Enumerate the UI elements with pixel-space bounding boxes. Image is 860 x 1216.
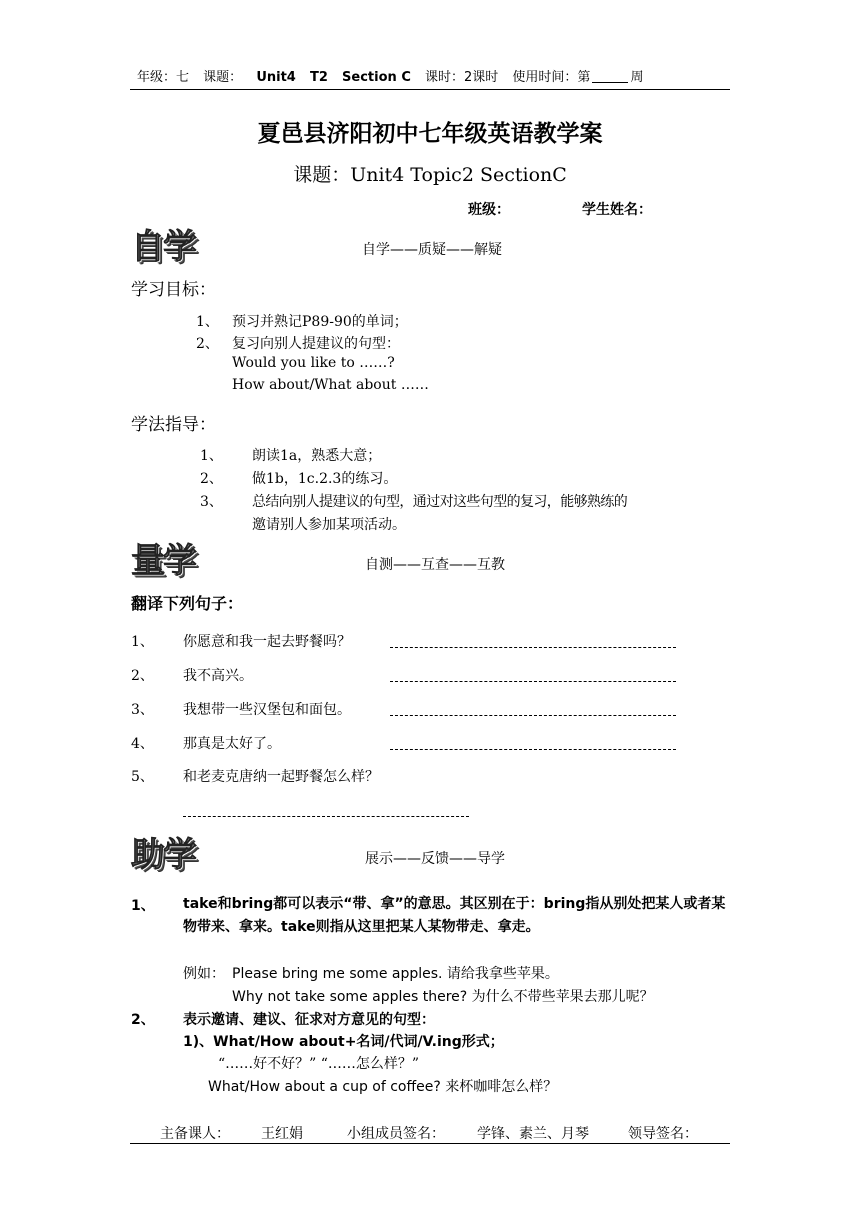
answer-line-2[interactable] (390, 681, 676, 682)
leader-label: 领导签名： (628, 1126, 698, 1142)
period: 课时：2课时 (425, 70, 499, 85)
answer-line-3[interactable] (390, 715, 676, 716)
translate-num-2: 2、 (131, 668, 154, 684)
help-band: 展示——反馈——导学 (365, 851, 505, 867)
translate-text-3: 我想带一些汉堡包和面包。 (183, 702, 351, 718)
method-num-3: 3、 (200, 494, 223, 510)
measure-stamp: 量学 (131, 541, 195, 581)
student-name-label: 学生姓名： (582, 202, 652, 218)
goal-num-2: 2、 (196, 336, 219, 352)
group-members: 学锋、素兰、月琴 (477, 1126, 589, 1142)
self-study-band: 自学——质疑——解疑 (362, 242, 502, 258)
method-num-1: 1、 (200, 448, 223, 464)
pattern-1: Would you like to ……? (232, 355, 395, 371)
week-blank (592, 70, 628, 83)
method-heading: 学法指导： (131, 415, 216, 435)
answer-line-4[interactable] (390, 749, 676, 750)
topic-label: 课题： (203, 70, 243, 85)
goal-text-1: 预习并熟记P89-90的单词； (232, 314, 408, 330)
pattern-2: How about/What about …… (232, 377, 429, 393)
method-num-2: 2、 (200, 471, 223, 487)
example-1: Please bring me some apples. 请给我拿些苹果。 (232, 966, 559, 982)
translate-text-5: 和老麦克唐纳一起野餐怎么样？ (183, 769, 379, 785)
answer-line-5[interactable] (183, 816, 469, 817)
measure-band: 自测——互查——互教 (365, 557, 505, 573)
answer-line-1[interactable] (390, 647, 676, 648)
translate-text-2: 我不高兴。 (183, 668, 253, 684)
header-rule (130, 89, 730, 90)
translate-text-4: 那真是太好了。 (183, 736, 281, 752)
translate-num-4: 4、 (131, 736, 154, 752)
translate-num-1: 1、 (131, 634, 154, 650)
translate-num-3: 3、 (131, 702, 154, 718)
time-suffix: 周 (630, 70, 644, 85)
footer-rule (130, 1143, 730, 1144)
translate-text-1: 你愿意和我一起去野餐吗？ (183, 634, 351, 650)
self-study-stamp: 自学 (131, 227, 195, 267)
page-title: 夏邑县济阳初中七年级英语教学案 (257, 121, 603, 147)
help-sub-1-example: What/How about a cup of coffee? 来杯咖啡怎么样？ (208, 1079, 558, 1095)
help-sub-1-meaning: “……好不好？” “……怎么样？” (218, 1056, 420, 1072)
method-text-1: 朗读1a，熟悉大意； (252, 448, 382, 464)
translate-num-5: 5、 (131, 769, 154, 785)
help-stamp: 助学 (131, 835, 195, 875)
method-text-2: 做1b，1c.2.3的练习。 (252, 471, 398, 487)
preparer-label: 主备课人： (160, 1126, 230, 1142)
goals-heading: 学习目标： (131, 280, 216, 300)
help-item-num-2: 2、 (131, 1012, 155, 1028)
time-label: 使用时间：第 (512, 70, 591, 85)
help-sub-1: 1)、What/How about+名词/代词/V.ing形式； (183, 1034, 504, 1050)
section: Section C (342, 70, 411, 85)
example-2: Why not take some apples there? 为什么不带些苹果去那儿呢？ (232, 989, 654, 1005)
help-item-num-1: 1、 (131, 898, 155, 914)
group-label: 小组成员签名： (347, 1126, 445, 1142)
method-text-3-continued: 邀请别人参加某项活动。 (252, 517, 406, 533)
class-label: 班级： (468, 202, 510, 218)
grade: 年级：七 (137, 70, 190, 85)
help-item-text-2: 表示邀请、建议、征求对方意见的句型： (183, 1012, 435, 1028)
header-line (137, 66, 653, 85)
help-item-text-1: take和bring都可以表示“带、拿”的意思。其区别在于：bring指从别处把某人或者某物带来、拿来。take则指从这里把某人某物带走、拿走。 (183, 896, 726, 935)
preparer-name: 王红娟 (261, 1126, 303, 1142)
method-text-3: 总结向别人提建议的句型，通过对这些句型的复习，能够熟练的 (252, 494, 628, 510)
goal-num-1: 1、 (196, 314, 219, 330)
page-subtitle: 课题：Unit4 Topic2 SectionC (293, 164, 567, 186)
translate-heading: 翻译下列句子： (131, 594, 244, 613)
example-label: 例如： (183, 966, 225, 982)
topic: T2 (309, 70, 328, 85)
goal-text-2: 复习向别人提建议的句型： (232, 336, 400, 352)
unit: Unit4 (256, 70, 296, 85)
